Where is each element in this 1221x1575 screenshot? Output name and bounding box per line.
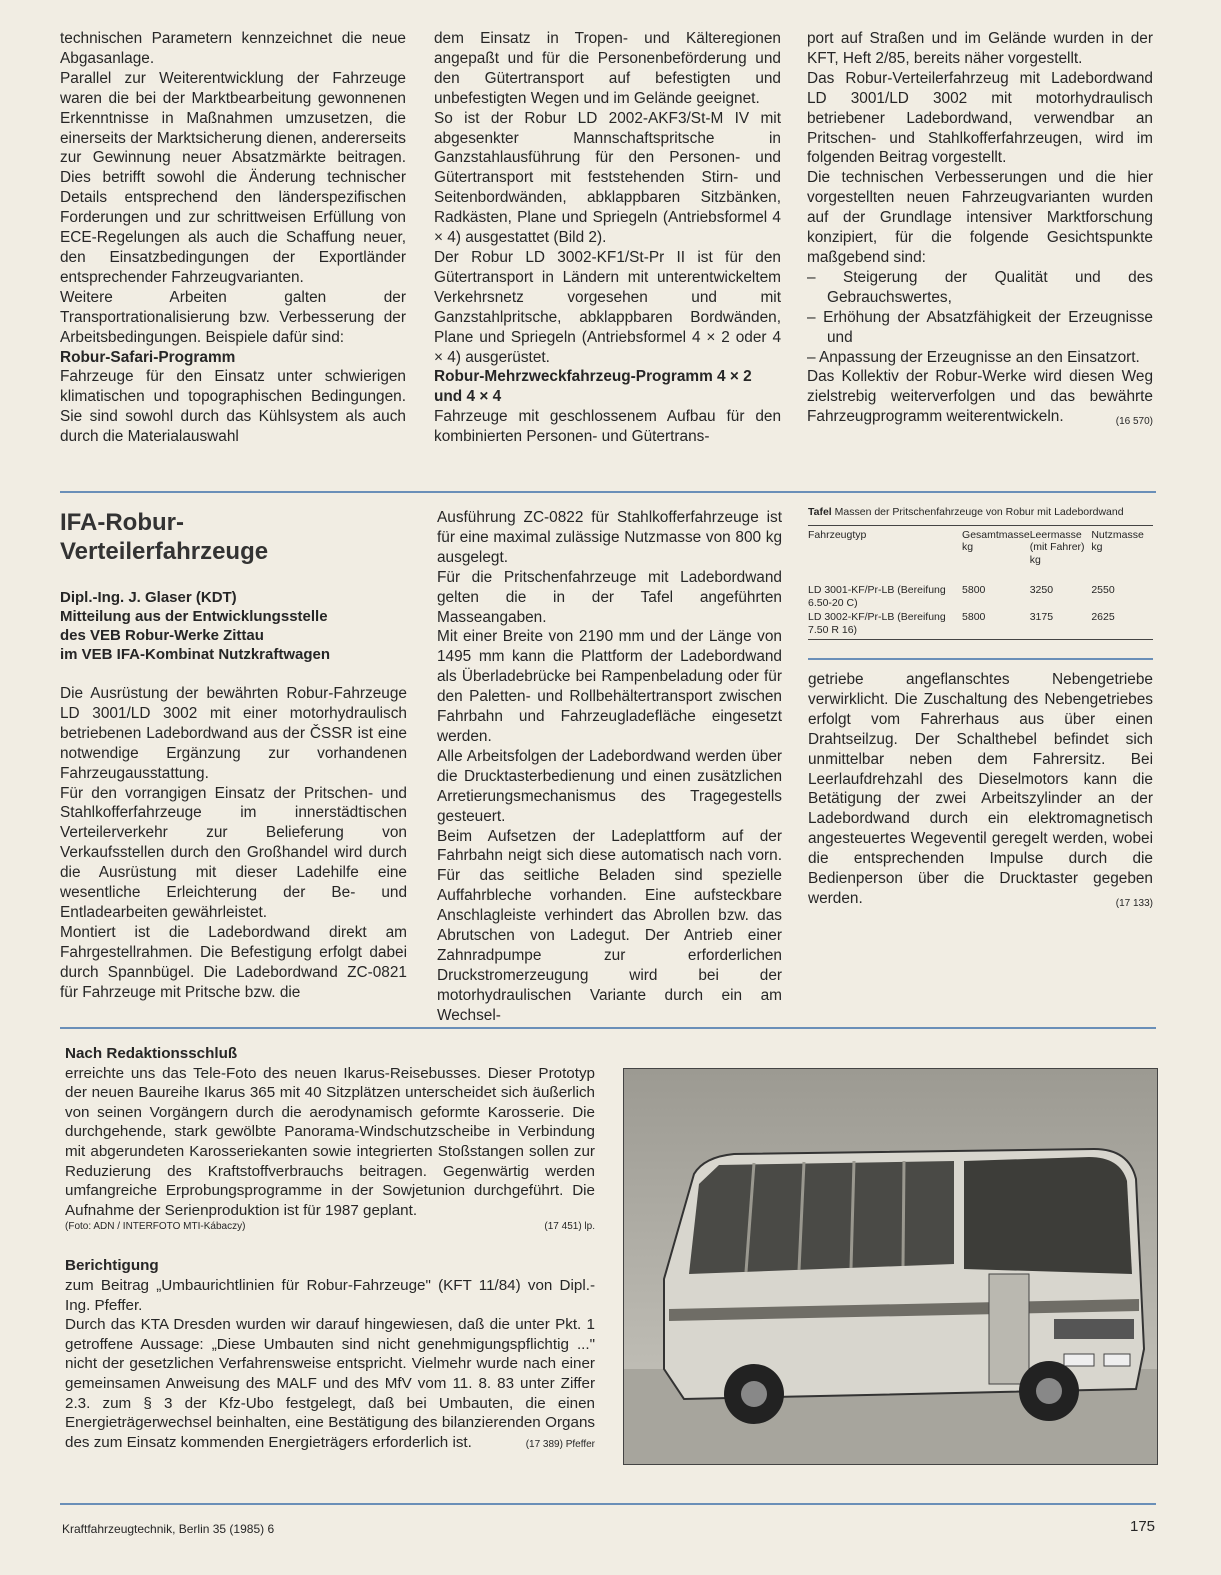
tafel-cell: LD 3001-KF/Pr-LB (Bereifung 6.50-20 C) xyxy=(808,584,946,609)
tafel-row xyxy=(808,580,1153,609)
list-item: – Anpassung der Erzeugnisse an den Einsatzort. xyxy=(807,348,1140,366)
tafel xyxy=(808,506,1153,640)
article-author xyxy=(60,588,407,664)
berichtigung-text-2: Durch das KTA Dresden wurden wir darauf hingewiesen, daß die unter Pkt. 1 getroffene Aussage: „Diese Umbauten sind nicht genehmigungspflichtig ..." nicht der gesetzlichen Verfahrensweise entspricht. Vielmehr wurde nach einer gemeinsamen Anweisung des MALF und des MfV vom 11. 8. 83 unter Ziffer 2.3. zum § 3 der Kfz-Ubo festgelegt, daß bei Umbauten, die einen Energieträgerwechsel beinhalten, eine Bestätigung des bilanzierenden Organs des zum Einsatz kommenden Energieträgers erforderlich ist. xyxy=(65,1316,595,1451)
paragraph: Der Robur LD 3002-KF1/St-Pr II ist für den Gütertransport in Ländern mit unterentwickeltem Verkehrsnetz vorgesehen und mit Ganzstahlpritsche, abklappbaren Bordwänden, Plane und Spriegeln (Antriebsformel 4 × 2 oder 4 × 4) ausgerüstet. xyxy=(434,248,781,366)
top-col3-outro: Das Kollektiv der Robur-Werke wird diesen Weg zielstrebig weiterverfolgen und das bewährte Fahrzeugprogramm weiterentwickeln. xyxy=(807,368,1153,426)
top-column-3 xyxy=(807,29,1153,429)
paragraph: Alle Arbeitsfolgen der Ladebordwand werden über die Drucktasterbedienung und einen zusätzlichen Arretierungsmechanismus des Tragegestells gesteuert. xyxy=(437,747,782,825)
tafel-caption: Massen der Pritschenfahrzeuge von Robur mit Ladebordwand xyxy=(834,506,1124,518)
tafel-cell: 5800 xyxy=(962,611,986,623)
paragraph: Die technischen Verbesserungen und die hier vorgestellten neuen Fahrzeugvarianten wurden auf der Grundlage intensiver Marktforschung konzipiert, für die folgende Gesichtspunkte maßgebend sind: xyxy=(807,169,1153,266)
tafel-label: Tafel xyxy=(808,506,832,518)
nach-redaktionsschluss-title: Nach Redaktionsschluß xyxy=(65,1045,238,1062)
article-title-line2: Verteilerfahrzeuge xyxy=(60,538,269,565)
author-line: Dipl.-Ing. J. Glaser (KDT) xyxy=(60,589,237,606)
author-line: im VEB IFA-Kombinat Nutzkraftwagen xyxy=(60,646,331,663)
list-item: – Erhöhung der Absatzfähigkeit der Erzeugnisse und xyxy=(807,308,1153,346)
paragraph: Parallel zur Weiterentwicklung der Fahrzeuge waren die bei der Marktbearbeitung gewonnenen Erkenntnisse in Maßnahmen umzusetzen, die einerseits der Marktsicherung dienen, andererseits zur Gewinnung neuer Absatzmärkte beitragen. Dies betrifft sowohl die Änderung technischer Details entsprechend den länderspezifischen Forderungen und zur schrittweisen Erfüllung von ECE-Regelungen als auch die Schaffung neuer, den Einsatzbedingungen der Exportländer entsprechender Fahrzeugvarianten. xyxy=(60,69,406,286)
article-column-2 xyxy=(437,508,782,1026)
ref-17133: (17 133) xyxy=(1115,897,1153,909)
paragraph: So ist der Robur LD 2002-AKF3/St-M IV mit abgesenkter Mannschaftspritsche in Ganzstahlausführung für den Personen- und Gütertransport mit feststehenden Stirn- und Seitenbordwänden, abklappbaren Sitzbänken, Radkästen, Plane und Spriegeln (Antriebsformel 4 × 4) ausgestattet (Bild 2). xyxy=(434,109,781,247)
bus-image xyxy=(624,1069,1157,1464)
ref-17451: (17 451) lp. xyxy=(544,1221,595,1233)
top-column-1 xyxy=(60,29,406,447)
tafel-header-cell: Fahrzeugtyp xyxy=(808,528,867,541)
top-col3-list xyxy=(807,268,1153,368)
tafel-cell: 5800 xyxy=(962,584,986,596)
article-title-line1: IFA-Robur- xyxy=(60,509,184,536)
berichtigung-title: Berichtigung xyxy=(65,1257,159,1275)
divider-top xyxy=(60,491,1156,493)
list-item: – Steigerung der Qualität und des Gebrauchswertes, xyxy=(807,268,1153,306)
paragraph: Montiert ist die Ladebordwand direkt am Fahrgestellrahmen. Die Befestigung erfolgt dabei durch Spannbügel. Die Ladebordwand ZC-0821 für Fahrzeuge mit Pritsche bzw. die xyxy=(60,923,407,1001)
tafel-cell: 2625 xyxy=(1091,611,1115,623)
paragraph: Fahrzeuge für den Einsatz unter schwierigen klimatischen und topographischen Bedingungen. Sie sind sowohl durch das Kühlsystem als auch durch die Materialauswahl xyxy=(60,368,406,446)
tafel-header-cell: Nutzmasse kg xyxy=(1091,528,1144,553)
tafel-cell: 2550 xyxy=(1091,584,1115,596)
ikarus-bus-photo xyxy=(623,1068,1158,1465)
nach-redaktionsschluss-text: erreichte uns das Tele-Foto des neuen Ikarus-Reisebusses. Dieser Prototyp der neuen Baureihe Ikarus 365 mit 40 Sitzplätzen unterscheidet sich äußerlich von seinen Vorgängern durch die aerodynamisch geformte Karosserie. Die durchgehende, stark gewölbte Panorama-Windschutzscheibe in Verbindung mit abgerundeten Karosseriekanten sowie integrierten Stoßstangen sollen zur Reduzierung des Kraftstoffverbrauchs beitragen. Gegenwärtig werden umfangreiche Erprobungsprogramme in der Sowjetunion durchgeführt. Die Aufnahme der Serienproduktion ist für 1987 geplant. xyxy=(65,1064,595,1219)
tafel-cell: LD 3002-KF/Pr-LB (Bereifung 7.50 R 16) xyxy=(808,611,946,636)
divider-bottom xyxy=(60,1503,1156,1505)
tafel-cell: 3250 xyxy=(1029,584,1054,596)
divider-middle xyxy=(60,1027,1156,1029)
article-column-1 xyxy=(60,508,407,1003)
paragraph: Fahrzeuge mit geschlossenem Aufbau für den kombinierten Personen- und Gütertrans- xyxy=(434,408,781,446)
section-heading: Robur-Mehrzweckfahrzeug-Programm 4 × 2 und 4 × 4 xyxy=(434,368,752,406)
paragraph: Weitere Arbeiten galten der Transportrationalisierung bzw. Verbesserung der Arbeitsbedingungen. Beispiele dafür sind: xyxy=(60,288,406,346)
tafel-header-cell: Leermasse (mit Fahrer) kg xyxy=(1029,528,1085,566)
top-column-2 xyxy=(434,29,781,447)
paragraph: port auf Straßen und im Gelände wurden in der KFT, Heft 2/85, bereits näher vorgestellt. xyxy=(807,30,1153,67)
author-line: Mitteilung aus der Entwicklungsstelle xyxy=(60,608,328,625)
top-col3-intro xyxy=(807,29,1153,268)
bottom-column xyxy=(65,1044,595,1452)
paragraph: technischen Parametern kennzeichnet die neue Abgasanlage. xyxy=(60,30,406,67)
page-number: 175 xyxy=(1130,1518,1156,1535)
tafel-cell: 3175 xyxy=(1029,611,1054,623)
paragraph: dem Einsatz in Tropen- und Kälteregionen angepaßt und für die Personenbeförderung und den Gütertransport auf befestigten und unbefestigten Wegen und im Gelände geeignet. xyxy=(434,30,781,107)
paragraph: Ausführung ZC-0822 für Stahlkofferfahrzeuge ist für eine maximal zulässige Nutzmasse von 800 kg ausgelegt. xyxy=(437,509,782,566)
paragraph: Für die Pritschenfahrzeuge mit Ladebordwand gelten die in der Tafel angeführten Masseangaben. xyxy=(437,568,782,626)
tafel-row xyxy=(808,609,1153,636)
article-col3-text: getriebe angeflanschtes Nebengetriebe verwirklicht. Die Zuschaltung des Nebengetriebes erfolgt vom Fahrerhaus aus über einen Drahtseilzug. Der Schalthebel befindet sich unmittelbar neben dem Fahrersitz. Bei Leerlaufdrehzahl des Dieselmotors kann die Betätigung der zwei Arbeitszylinder an der Ladebordwand durch ein elektromagnetisch angesteuertes Wegeventil geregelt werden, wobei die entsprechenden Impulse durch die Bedienperson über die Drucktaster gegeben werden. xyxy=(808,671,1153,907)
paragraph: Beim Aufsetzen der Ladeplattform auf der Fahrbahn neigt sich diese automatisch nach vorn. Für das seitliche Beladen sind spezielle Auffahrbleche vorhanden. Eine aufsteckbare Anschlagleiste verhindert das Abrollen bzw. das Abrutschen von Ladegut. Der Antrieb einer Zahnradpumpe zur erforderlichen Druckstromerzeugung wird bei der motorhydraulischen Variante durch ein am Wechsel- xyxy=(437,827,782,1024)
article-column-3 xyxy=(808,506,1153,911)
section-heading: Robur-Safari-Programm xyxy=(60,348,236,366)
paragraph: Die Ausrüstung der bewährten Robur-Fahrzeuge LD 3001/LD 3002 mit einer motorhydraulisch betriebenen Ladebordwand aus der ČSSR ist eine notwendige Ergänzung zur vorhandenen Fahrzeugausstattung. xyxy=(60,685,407,782)
ref-17389: (17 389) Pfeffer xyxy=(525,1439,595,1451)
paragraph: Mit einer Breite von 2190 mm und der Länge von 1495 mm kann die Plattform der Ladebordwand als Überladebrücke bei Rampenbeladung oder für den Paletten- und Rollbehältertransport zwischen Fahrbahn und Fahrzeugladefläche eingesetzt werden. xyxy=(437,628,782,745)
journal-citation: Kraftfahrzeugtechnik, Berlin 35 (1985) 6 xyxy=(62,1522,275,1536)
paragraph: Für den vorrangigen Einsatz der Pritschen- und Stahlkofferfahrzeuge im innerstädtischen Verteilerverkehr zur Belieferung von Verkaufsstellen durch den Großhandel wird durch die Ausrüstung mit dieser Ladehilfe eine wesentliche Erleichterung der Be- und Entladearbeiten gewährleistet. xyxy=(60,784,407,921)
article-col1-text xyxy=(60,684,407,1003)
author-line: des VEB Robur-Werke Zittau xyxy=(60,627,264,644)
photo-credit: (Foto: ADN / INTERFOTO MTI-Kábaczy) xyxy=(65,1221,246,1233)
tafel-table xyxy=(808,529,1153,637)
ref-16570: (16 570) xyxy=(1115,416,1153,428)
nach-credit-row xyxy=(65,1220,595,1234)
tafel-header-row xyxy=(808,529,1153,581)
tafel-header-cell: Gesamtmasse kg xyxy=(962,528,1030,553)
divider-tafel xyxy=(808,658,1153,660)
berichtigung-text-1: zum Beitrag „Umbaurichtlinien für Robur-Fahrzeuge" (KFT 11/84) von Dipl.-Ing. Pfeffer. xyxy=(65,1276,595,1314)
paragraph: Das Robur-Verteilerfahrzeug mit Ladebordwand LD 3001/LD 3002 mit motorhydraulisch betriebener Ladebordwand, verwendbar an Pritschen- und Stahlkofferfahrzeugen, wird im folgenden Beitrag vorgestellt. xyxy=(807,69,1153,167)
